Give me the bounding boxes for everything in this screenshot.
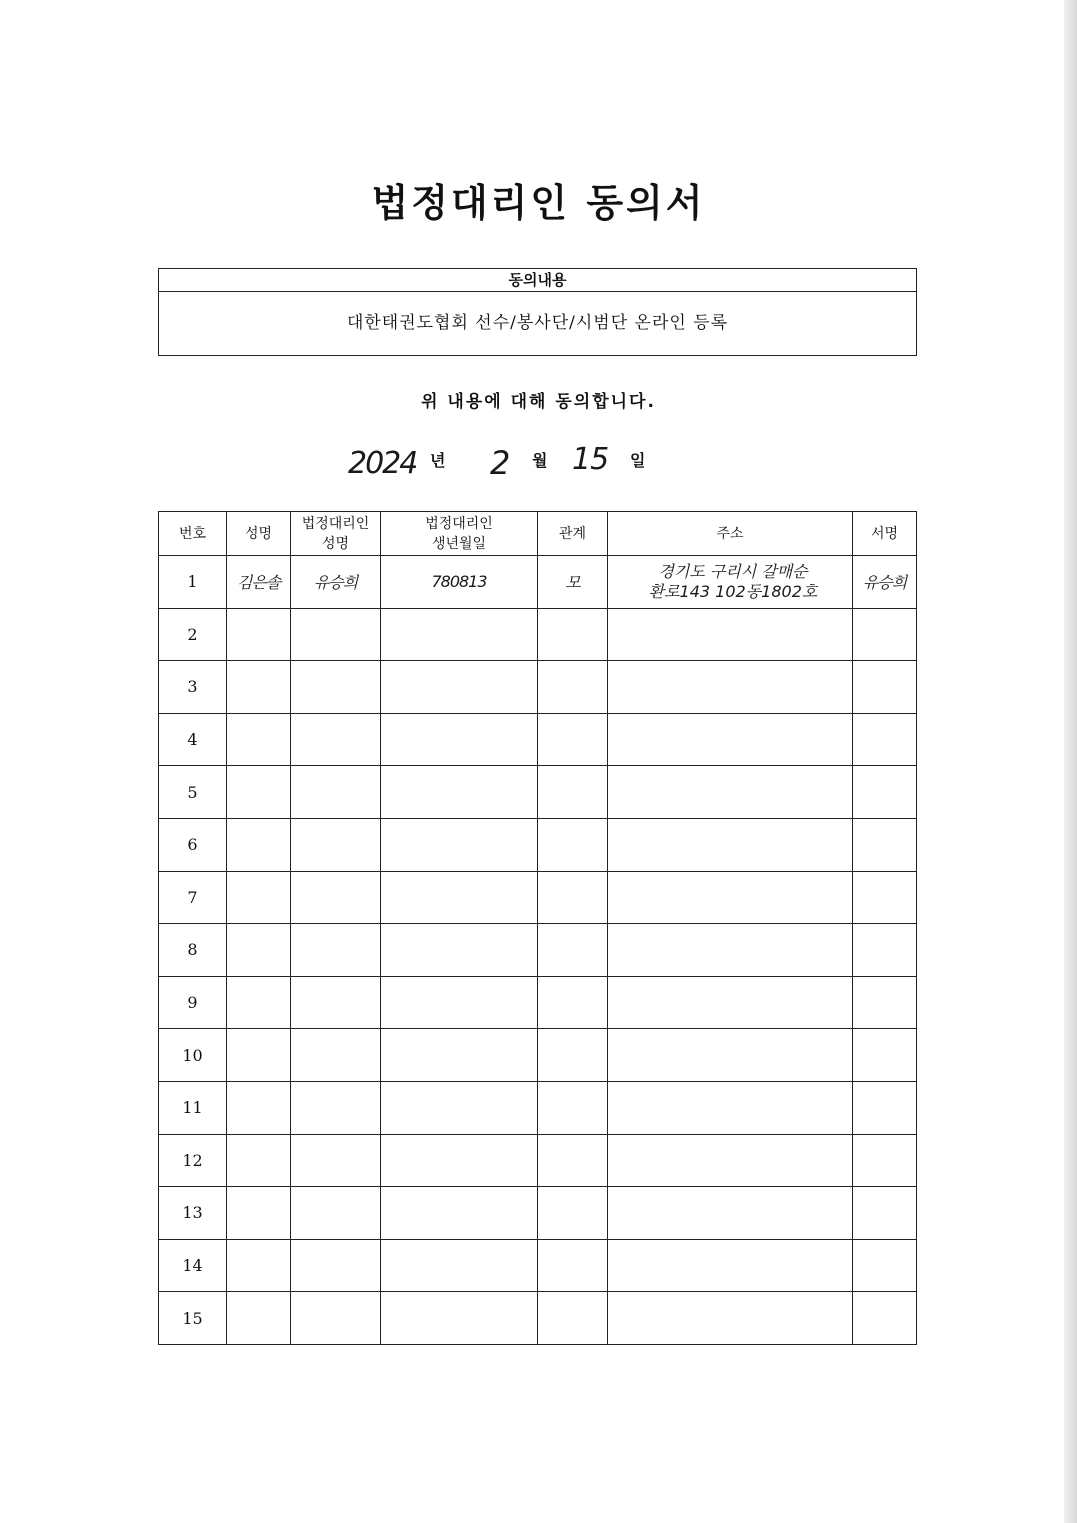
table-row bbox=[159, 608, 917, 661]
date-day-unit: 일 bbox=[630, 451, 646, 470]
guardian-name-cell bbox=[291, 818, 381, 871]
name-cell bbox=[227, 1187, 291, 1240]
guardian-name-cell: 유승희 bbox=[291, 556, 381, 609]
guardian-birthdate-cell bbox=[381, 976, 538, 1029]
table-body bbox=[159, 556, 917, 1345]
table-row bbox=[159, 1134, 917, 1187]
guardian-name-cell bbox=[291, 766, 381, 819]
column-header: 관계 bbox=[538, 512, 608, 556]
column-header: 성명 bbox=[227, 512, 291, 556]
name-cell bbox=[227, 976, 291, 1029]
address-cell bbox=[608, 713, 853, 766]
signature-cell bbox=[853, 608, 917, 661]
signature-cell bbox=[853, 871, 917, 924]
name-cell bbox=[227, 924, 291, 977]
address-cell bbox=[608, 556, 853, 609]
row-number: 4 bbox=[159, 713, 227, 766]
table-row bbox=[159, 1292, 917, 1345]
signature-cell bbox=[853, 818, 917, 871]
name-cell bbox=[227, 1134, 291, 1187]
agreement-statement: 위 내용에 대해 동의합니다. bbox=[421, 392, 656, 412]
signature-cell bbox=[853, 661, 917, 714]
row-number: 1 bbox=[159, 556, 227, 609]
signature-cell bbox=[853, 1134, 917, 1187]
column-header: 서명 bbox=[853, 512, 917, 556]
relation-cell bbox=[538, 976, 608, 1029]
table-row bbox=[159, 924, 917, 977]
guardian-name-cell bbox=[291, 976, 381, 1029]
guardian-name-cell bbox=[291, 1292, 381, 1345]
name-cell bbox=[227, 661, 291, 714]
address-cell bbox=[608, 818, 853, 871]
row-number: 14 bbox=[159, 1239, 227, 1292]
address-cell bbox=[608, 661, 853, 714]
guardian-name-cell bbox=[291, 871, 381, 924]
relation-cell bbox=[538, 713, 608, 766]
consent-header: 동의내용 bbox=[159, 269, 916, 292]
relation-cell bbox=[538, 1187, 608, 1240]
guardian-birthdate-cell bbox=[381, 1081, 538, 1134]
address-cell bbox=[608, 1081, 853, 1134]
address-cell bbox=[608, 924, 853, 977]
name-cell bbox=[227, 1292, 291, 1345]
signature-cell bbox=[853, 1029, 917, 1082]
column-header: 법정대리인 생년월일 bbox=[381, 512, 538, 556]
guardian-name-cell bbox=[291, 1239, 381, 1292]
table-row bbox=[159, 661, 917, 714]
guardian-birthdate-cell bbox=[381, 1239, 538, 1292]
table-row bbox=[159, 976, 917, 1029]
guardian-birthdate-cell bbox=[381, 713, 538, 766]
guardian-name-cell bbox=[291, 661, 381, 714]
guardian-birthdate-cell: 780813 bbox=[381, 556, 538, 609]
signature-cell bbox=[853, 1239, 917, 1292]
guardian-birthdate-cell bbox=[381, 924, 538, 977]
table-header-row bbox=[159, 512, 917, 556]
guardian-birthdate-cell bbox=[381, 871, 538, 924]
date-year-unit: 년 bbox=[430, 451, 446, 470]
relation-cell bbox=[538, 1292, 608, 1345]
signature-cell bbox=[853, 1081, 917, 1134]
column-header: 주소 bbox=[608, 512, 853, 556]
address-cell bbox=[608, 976, 853, 1029]
row-number: 12 bbox=[159, 1134, 227, 1187]
table-row bbox=[159, 556, 917, 609]
date-month: 2 bbox=[490, 444, 511, 482]
guardian-birthdate-cell bbox=[381, 661, 538, 714]
guardian-birthdate-cell bbox=[381, 818, 538, 871]
guardian-birthdate-cell bbox=[381, 1187, 538, 1240]
name-cell bbox=[227, 1029, 291, 1082]
name-cell bbox=[227, 713, 291, 766]
row-number: 2 bbox=[159, 608, 227, 661]
row-number: 11 bbox=[159, 1081, 227, 1134]
relation-cell bbox=[538, 766, 608, 819]
guardian-name-cell bbox=[291, 1081, 381, 1134]
table-row bbox=[159, 818, 917, 871]
address-cell bbox=[608, 1292, 853, 1345]
date-month-unit: 월 bbox=[532, 451, 548, 470]
guardian-name-cell bbox=[291, 713, 381, 766]
guardian-birthdate-cell bbox=[381, 1292, 538, 1345]
name-cell bbox=[227, 766, 291, 819]
guardian-birthdate-cell bbox=[381, 608, 538, 661]
guardian-name-cell bbox=[291, 1029, 381, 1082]
relation-cell bbox=[538, 1134, 608, 1187]
signature-cell bbox=[853, 924, 917, 977]
column-header: 법정대리인 성명 bbox=[291, 512, 381, 556]
guardian-name-cell bbox=[291, 608, 381, 661]
guardian-name-cell bbox=[291, 924, 381, 977]
signature-cell bbox=[853, 976, 917, 1029]
relation-cell bbox=[538, 924, 608, 977]
name-cell: 김은솔 bbox=[227, 556, 291, 609]
relation-cell bbox=[538, 871, 608, 924]
guardian-name-cell bbox=[291, 1187, 381, 1240]
document-title: 법정대리인 동의서 bbox=[371, 181, 706, 225]
row-number: 10 bbox=[159, 1029, 227, 1082]
relation-cell: 모 bbox=[538, 556, 608, 609]
consent-box bbox=[158, 268, 917, 356]
table-row bbox=[159, 1081, 917, 1134]
signature-cell bbox=[853, 1187, 917, 1240]
address-cell bbox=[608, 608, 853, 661]
registration-table bbox=[158, 511, 917, 1345]
row-number: 3 bbox=[159, 661, 227, 714]
address-cell bbox=[608, 1187, 853, 1240]
row-number: 8 bbox=[159, 924, 227, 977]
table-row bbox=[159, 1239, 917, 1292]
address-cell bbox=[608, 1029, 853, 1082]
relation-cell bbox=[538, 661, 608, 714]
address-line-2: 환로143 102동1802호 bbox=[648, 581, 818, 601]
column-header: 번호 bbox=[159, 512, 227, 556]
table-row bbox=[159, 1029, 917, 1082]
date-year: 2024 bbox=[348, 446, 417, 481]
row-number: 9 bbox=[159, 976, 227, 1029]
table-row bbox=[159, 1187, 917, 1240]
row-number: 15 bbox=[159, 1292, 227, 1345]
name-cell bbox=[227, 1081, 291, 1134]
signature-cell bbox=[853, 1292, 917, 1345]
name-cell bbox=[227, 1239, 291, 1292]
consent-content: 대한태권도협회 선수/봉사단/시범단 온라인 등록 bbox=[346, 313, 729, 333]
row-number: 5 bbox=[159, 766, 227, 819]
relation-cell bbox=[538, 818, 608, 871]
name-cell bbox=[227, 818, 291, 871]
name-cell bbox=[227, 608, 291, 661]
date-line bbox=[340, 440, 700, 490]
table-row bbox=[159, 713, 917, 766]
relation-cell bbox=[538, 608, 608, 661]
relation-cell bbox=[538, 1081, 608, 1134]
date-day: 15 bbox=[572, 442, 609, 477]
address-cell bbox=[608, 1239, 853, 1292]
signature-cell: 유승희 bbox=[853, 556, 917, 609]
guardian-birthdate-cell bbox=[381, 1029, 538, 1082]
table-row bbox=[159, 871, 917, 924]
name-cell bbox=[227, 871, 291, 924]
relation-cell bbox=[538, 1029, 608, 1082]
address-cell bbox=[608, 766, 853, 819]
signature-cell bbox=[853, 713, 917, 766]
row-number: 13 bbox=[159, 1187, 227, 1240]
guardian-name-cell bbox=[291, 1134, 381, 1187]
guardian-birthdate-cell bbox=[381, 766, 538, 819]
guardian-birthdate-cell bbox=[381, 1134, 538, 1187]
address-line-1: 경기도 구리시 갈매순 bbox=[658, 561, 808, 581]
address-cell bbox=[608, 871, 853, 924]
address-cell bbox=[608, 1134, 853, 1187]
signature-cell bbox=[853, 766, 917, 819]
table-row bbox=[159, 766, 917, 819]
relation-cell bbox=[538, 1239, 608, 1292]
row-number: 7 bbox=[159, 871, 227, 924]
row-number: 6 bbox=[159, 818, 227, 871]
page-edge-shadow bbox=[1064, 0, 1077, 1523]
